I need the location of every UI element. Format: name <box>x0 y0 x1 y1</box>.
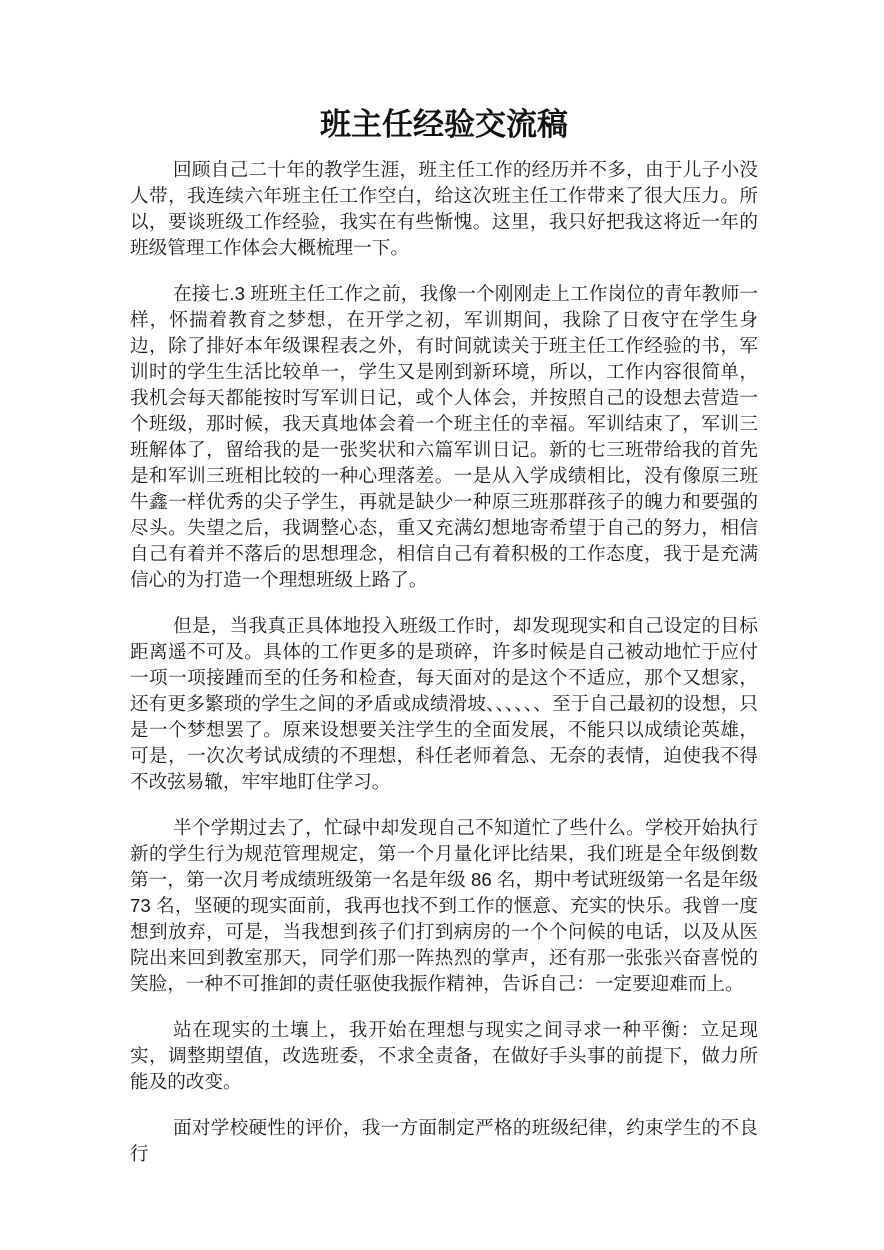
paragraph: 面对学校硬性的评价，我一方面制定严格的班级纪律，约束学生的不良行 <box>130 1117 758 1164</box>
paragraph: 在接七.3 班班主任工作之前，我像一个刚刚走上工作岗位的青年教师一样，怀揣着教育之梦想，在开学之初，军训期间，我除了日夜守在学生身边，除了排好本年级课程表之外，有时间就读关于班主任工作经验的书，军训时的学生生活比较单一，学生又是刚到新环境，所以，工作内容很简单，我机会每天都能按时写军训日记，或个人体会，并按照自己的设想去营造一个班级，那时候，我天真地体会着一个班主任的幸福。军训结束了，军训三班解体了，留给我的是一张奖状和六篇军训日记。新的七三班带给我的首先是和军训三班相比较的一种心理落差。一是从入学成绩相比，没有像原三班牛鑫一样优秀的尖子学生，再就是缺少一种原三班那群孩子的魄力和要强的尽头。失望之后，我调整心态，重又充满幻想地寄希望于自己的努力，相信自己有着并不落后的思想理念，相信自己有着积极的工作态度，我于是充满信心的为打造一个理想班级上路了。 <box>130 283 758 590</box>
paragraph: 站在现实的土壤上，我开始在理想与现实之间寻求一种平衡：立足现实，调整期望值，改选班委，不求全责备，在做好手头事的前提下，做力所能及的改变。 <box>130 1019 758 1092</box>
paragraph: 半个学期过去了，忙碌中却发现自己不知道忙了些什么。学校开始执行新的学生行为规范管理规定，第一个月量化评比结果，我们班是全年级倒数第一，第一次月考成绩班级第一名是年级 86 名，期中考试班级第一名是年级 73 名，坚硬的现实面前，我再也找不到工作的惬意、充实的快乐。我曾一度想到放弃，可是，当我想到孩子们打到病房的一个个问候的电话，以及从医院出来回到教室那天，同学们那一阵热烈的掌声，还有那一张张兴奋喜悦的笑脸，一种不可推卸的责任驱使我振作精神，告诉自己：一定要迎难而上。 <box>130 817 758 994</box>
document-body <box>130 157 758 1167</box>
paragraph: 回顾自己二十年的教学生涯，班主任工作的经历并不多，由于儿子小没人带，我连续六年班主任工作空白，给这次班主任工作带来了很大压力。所以，要谈班级工作经验，我实在有些惭愧。这里，我只好把我这将近一年的班级管理工作体会大概梳理一下。 <box>130 159 758 258</box>
document-title: 班主任经验交流稿 <box>320 107 568 142</box>
paragraph: 但是，当我真正具体地投入班级工作时，却发现现实和自己设定的目标距离遥不可及。具体的工作更多的是琐碎，许多时候是自己被动地忙于应付一项一项接踵而至的任务和检查，每天面对的是这个不适应，那个又想家，还有更多繁琐的学生之间的矛盾或成绩滑坡、、、、、、至于自己最初的设想，只是一个梦想罢了。原来设想要关注学生的全面发展，不能只以成绩论英雄，可是，一次次考试成绩的不理想，科任老师着急、无奈的表情，迫使我不得不改弦易辙，牢牢地盯住学习。 <box>130 615 758 792</box>
